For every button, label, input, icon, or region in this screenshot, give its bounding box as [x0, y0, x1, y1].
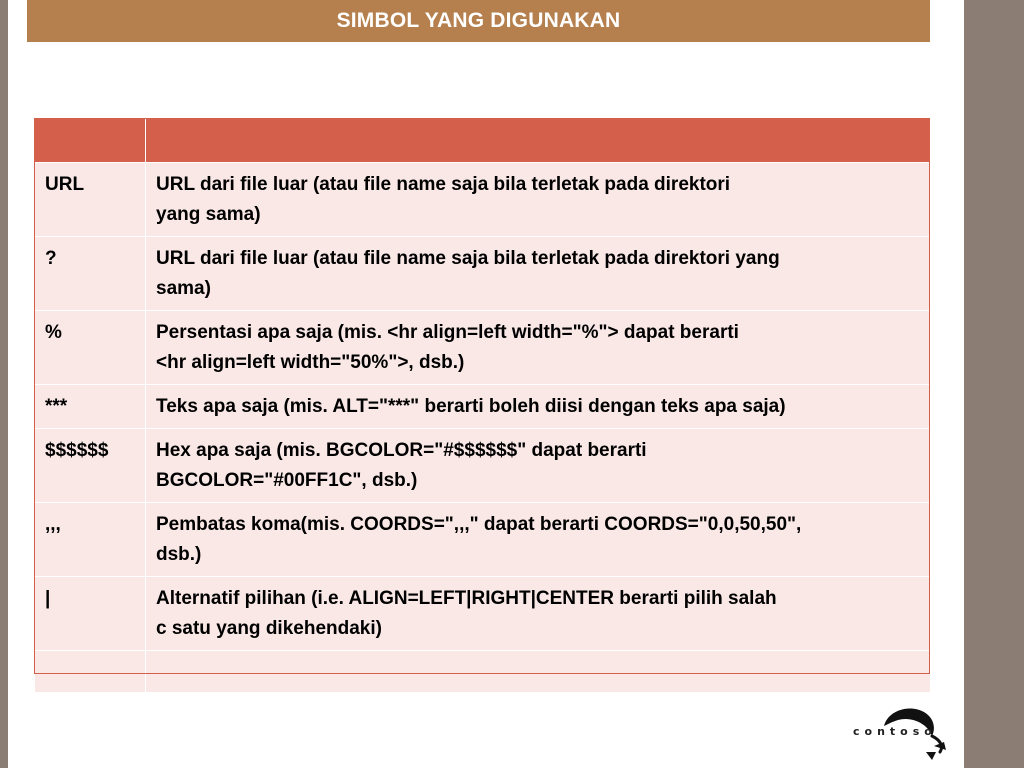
title-bar: [27, 0, 930, 42]
symbol-cell: $$$$$$: [35, 429, 146, 503]
table-row: [35, 237, 931, 311]
left-frame-gap: [8, 0, 24, 768]
description-cell: [146, 237, 931, 311]
description-cell: [146, 385, 931, 429]
description-line: Pembatas koma(mis. COORDS=",,," dapat berarti COORDS="0,0,50,50",: [156, 514, 802, 535]
description-line: Teks apa saja (mis. ALT="***" berarti boleh diisi dengan teks apa saja): [156, 396, 786, 417]
symbol-cell: ?: [35, 237, 146, 311]
right-frame-border: [964, 0, 1024, 768]
description-cell: [146, 429, 931, 503]
contoso-logo: [848, 700, 948, 762]
slide: [24, 0, 964, 768]
description-line: yang sama): [156, 204, 261, 225]
table-row: [35, 163, 931, 237]
empty-cell: [146, 651, 931, 693]
table-row: [35, 503, 931, 577]
description-line: URL dari file luar (atau file name saja bila terletak pada direktori: [156, 174, 731, 195]
logo-text: contoso: [853, 725, 937, 738]
symbol-cell: ,,,: [35, 503, 146, 577]
description-line: URL dari file luar (atau file name saja bila terletak pada direktori yang: [156, 248, 780, 269]
table-row: [35, 429, 931, 503]
table-row: [35, 385, 931, 429]
description-line: <hr align=left width="50%">, dsb.): [156, 352, 465, 373]
description-line: BGCOLOR="#00FF1C", dsb.): [156, 470, 418, 491]
description-cell: [146, 311, 931, 385]
description-cell: [146, 503, 931, 577]
table-row: [35, 311, 931, 385]
header-cell-symbol: [35, 119, 146, 163]
description-line: Alternatif pilihan (i.e. ALIGN=LEFT|RIGHT|CENTER berarti pilih salah: [156, 588, 777, 609]
symbol-cell: %: [35, 311, 146, 385]
symbol-cell: ***: [35, 385, 146, 429]
symbols-table: [34, 118, 931, 693]
table-row: [35, 577, 931, 651]
description-cell: [146, 163, 931, 237]
symbol-cell: URL: [35, 163, 146, 237]
table-header-row: [35, 119, 931, 163]
description-line: dsb.): [156, 544, 202, 565]
left-frame-border: [0, 0, 8, 768]
description-cell: [146, 577, 931, 651]
header-cell-description: [146, 119, 931, 163]
description-line: Persentasi apa saja (mis. <hr align=left width="%"> dapat berarti: [156, 322, 739, 343]
description-line: Hex apa saja (mis. BGCOLOR="#$$$$$$" dapat berarti: [156, 440, 647, 461]
description-line: sama): [156, 278, 211, 299]
symbol-cell: |: [35, 577, 146, 651]
description-line: c satu yang dikehendaki): [156, 618, 382, 639]
table-row-empty: [35, 651, 931, 693]
page-title: SIMBOL YANG DIGUNAKAN: [336, 9, 621, 32]
empty-cell: [35, 651, 146, 693]
